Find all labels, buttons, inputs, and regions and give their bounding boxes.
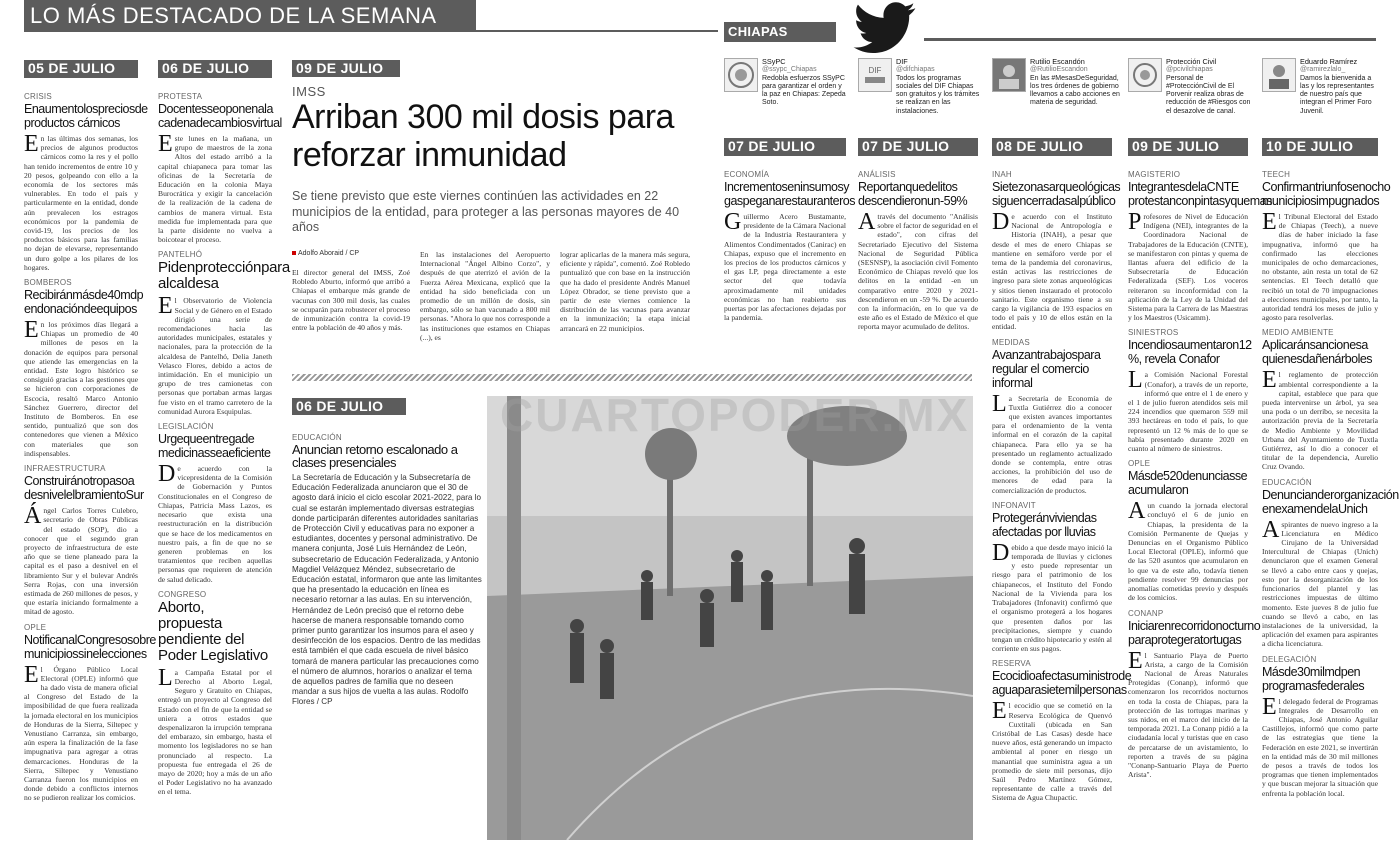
news-text: l delegado federal de Programas Integrales de Desarrollo en Chiapas, José Antonio Aguilar Castillejos, informó que como parte de las estrategias que tiene la Federación en este 2021, se invertirán en la entidad más de 30 mil millones de pesos a través de todos los programas que tienen implementados y que buscan mejorar la situación que enfrenta la población local. [1262,696,1378,798]
news-headline: Ecocidioafectasuministrode aguaparasietemilpersonas [992,669,1132,698]
drop-cap: G [724,209,742,235]
drop-cap: E [992,698,1007,725]
avatar [724,58,758,92]
date-rule [858,155,978,156]
column-07-julio-a [724,138,855,328]
tweets-rule [924,38,1376,41]
news-headline: Protegeránviviendas afectadas por lluvias [992,510,1097,539]
date-label: 08 DE JULIO [992,138,1112,155]
news-body [992,390,1112,495]
news-text: n los próximos días llegará a Chiapas un promedio de 40 millones de pesos en la donación de equipos para personal que atiende las emergencias en la entidad. Este logro histórico se consiguió gracias a las gestiones que se hicieron con corporaciones de Escocia, resaltó Marco Antonio Sánchez Guerrero, director del Instituto de Bomberos. En ese sentido, puntualizó que son dos contenedores que vienen a México con materiales que son indispensables. [24,320,138,458]
news-body [158,293,272,416]
news-headline: Iniciarenrecorridonocturno paraprotegeratortugas [1128,618,1261,647]
drop-cap: A [1262,516,1280,543]
drop-cap: E [1262,367,1277,394]
news-headline: Incendiosaumentaron12 %, revela Conafor [1128,338,1252,367]
section-label: PANTELHÓ [158,250,203,260]
avatar [1262,58,1296,92]
news-body: La Secretaría de Educación y la Subsecretaría de Educación Federalizada anunciaron que el 30 de agosto dará inicio el ciclo escolar 2021-2022, para lo cual se estarán implementado diversas estrategias donde participarán diferentes autoridades sanitarias de Protección Civil y educativas para no exponer a estudiantes, docentes y personal administrativo. De manera conjunta, José Luis Hernández de León, subsecretario de Educación Federalizada, y Antonio Magdiel Velázquez Méndez, subsecretario de Educación estatal, informaron que ante las limitantes que ha presentado la educación en línea es necesario retornar a las aulas. En su intervención, Hernández de León precisó que el retorno debe hacerse de manera responsable tomando como primer punto garantizar los insumos para el aseo y desinfección de los espacios. Dentro de las medidas está también el que cada escuela de nivel básico tomará de manera particular las precauciones como el número de alumnos, horarios o analizar el tema de aquellos padres de familia que no deseen mandar a sus hijos de vuelta a las aulas. Rodolfo Flores / CP [292,473,482,707]
watermark: CUARTOPODER.MX [500,389,970,441]
date-label: 09 DE JULIO [1128,138,1248,155]
byline-marker-icon [292,251,296,255]
news-body [24,503,138,617]
drop-cap: P [1128,209,1142,235]
news-text: uillermo Acero Bustamante, presidente de la Cámara Nacional de la Industria Restaurantera y Alimentos Condimentados (Canirac) en Chiapas, expuso que el incremento en los precios de los productos cárnicos y el gas LP, pega directamente a este sector del que todavía aproximadamente mil unidades económicas no han reabierto sus puertas por las afectaciones dejadas por la pandemia. [724,212,846,323]
drop-cap: E [158,293,173,320]
news-headline: Reportanquedelitos descendieronun-59% [858,180,968,208]
drop-cap: D [158,461,176,488]
tweet-name: DIF [896,57,908,66]
news-body [1262,516,1378,649]
divider-hatch [292,374,972,381]
date-rule [992,155,1112,156]
news-body [992,698,1112,803]
drop-cap: E [1262,693,1277,720]
tweet-card [992,56,1120,136]
news-headline: Enaumentolospreciosde productos cárnicos [24,102,148,130]
section-label: OPLE [24,622,47,632]
date-rule [1128,155,1248,156]
news-headline: Sietezonasarqueológicas siguencerradasalpúblico [992,180,1121,208]
drop-cap: E [1262,209,1277,235]
news-item [992,170,1121,332]
tweet-card [724,56,848,136]
news-item [1262,170,1391,323]
drop-cap: E [158,131,173,157]
section-label: RESERVA [992,659,1031,669]
news-body [1262,209,1378,323]
tweet-card [858,56,984,136]
news-body [992,539,1112,654]
news-headline: Másde520denunciasse acumularon [1128,469,1248,498]
news-body [158,131,272,245]
news-text: e acuerdo con la vicepresidenta de la Comisión de Gobernación y Puntos Constitucionales en el Congreso de Chiapas, Patricia Mass Lazos, es necesario que exista una reestructuración en la distribución que se hace de los medicamentos en nuestro país, a fin de que no se generen problemas en los tratamientos que reciben aquellas personas que requieren de atención de salud delicado. [158,464,272,584]
news-text: l Tribunal Electoral del Estado de Chiapas (Teech), a nueve días de haber iniciado la fase impugnativa, informó que ha confirmado las elecciones municipales de ocho demarcaciones, no obstante, aún resta un total de 62 sentencias. El Teech detalló que recibió un total de 70 impugnaciones a elecciones municipales, por tanto, la autoridad tendrá los meses de julio y agosto para resolverlas. [1262,212,1378,323]
news-body [158,461,272,584]
section-label: OPLE [1128,459,1151,469]
tweet-name: Protección Civil [1166,57,1217,66]
drop-cap: D [992,539,1010,566]
column-06-julio [158,60,290,803]
feature-column: En las instalaciones del Aeropuerto Internacional "Ángel Albino Corzo", y después de que aterrizó el avión de la Fuerza Aérea Mexicana, explicó que la entidad ha sido beneficiada con un promedio de un millón de dosis, sin embargo, sólo se han vacunado a 800 mil personas. "Ahora lo que nos corresponde a las instituciones que estamos en Chiapas (...), es [420,250,550,342]
tweet-text: Damos la bienvenida a las y los representantes de nuestro país que integran el Primer Foro Juvenil. [1300,74,1374,115]
date-rule [724,155,846,156]
news-item [1262,328,1378,471]
tweet-text: Todos los programas sociales del DIF Chiapas son gratuitos y los trámites se realizan en las instalaciones. [896,74,980,115]
drop-cap: Á [24,503,42,530]
section-label: CONANP [1128,608,1164,618]
news-item [1128,459,1248,602]
tweet-handle: @difchiapas [896,66,935,74]
news-text: a Campaña Estatal por el Derecho al Aborto Legal, Seguro y Gratuito en Chiapas, entregó un proyecto al Congreso del Estado con el fin de que la entidad se uniera a otros estados que despenalizaron la irrupción temprana del embarazo, sin embargo, hasta el momento los legisladores no se han pronunciado al respecto. La propuesta fue entregada el 26 de mayo de 2020; hoy a más de un año el Poder Legislativo no ha avanzado en el tema. [158,667,272,797]
drop-cap: A [1128,498,1146,525]
news-text: a Comisión Nacional Forestal (Conafor), a través de un reporte, informó que entre el 1 de enero y el 1 de julio fueron atendidos seis mil 224 incendios que quemaron 559 mil 393 hectáreas en todo el país, lo que representó un 12 % más de lo que se había presentado durante 2020 en cuanto al número de siniestros. [1128,370,1248,454]
drop-cap: E [24,317,39,344]
news-item [24,622,156,803]
byline-text: Adolfo Aboraid / CP [298,250,360,257]
news-item [992,338,1112,495]
section-label: PROTESTA [158,92,203,101]
tweet-handle: @ssypc_Chiapas [762,66,817,74]
news-text: l reglamento de protección ambiental correspondiente a la capital, establece que para que pueda intervenirse un árbol, ya sea una poda o un derribo, se necesita la autorización previa de la Secretaría de Medio Ambiente y Movilidad Urbana del Ayuntamiento de Tuxtla Gutiérrez, así lo dio a conocer el titular de la dependencia, Aurelio Cruz Ovando. [1262,370,1378,472]
news-item [724,170,855,323]
section-label: INFONAVIT [992,500,1036,510]
tweet-handle: @ramirezlalo_ [1300,66,1346,74]
news-item [158,422,272,584]
tweet-card [1128,56,1252,136]
news-headline: Pidenprotecciónpara alcaldesa [158,259,290,293]
news-headline: Confirmantriunfosenocho municipiosimpugnados [1262,180,1391,208]
news-headline: Denuncianderorganización enexamendelaUnich [1262,487,1399,516]
news-headline: Anuncian retorno escalonado a clases presenciales [292,442,458,470]
section-label: CRISIS [24,92,52,101]
news-text: un cuando la jornada electoral concluyó el 6 de junio en Chiapas, la presidenta de la Comisión Permanente de Quejas y Denuncias en el Organismo Público Local Electoral (OPLE), informó que de las 520 asuntos que acumularon en lo que va de este año, todavía tienen pendiente resolver 99 denuncias por anomalías cometidas previo y después de los comicios. [1128,501,1248,603]
news-text: a Secretaría de Economía de Tuxtla Gutiérrez dio a conocer que existen avances importantes para el ordenamiento de la venta informal en el corazón de la capital chiapaneca. Para ello ya se ha presentado un reglamento actualizado donde se contempla, entre otras acciones, la prohibición del uso de menores de edad para la comercialización de productos. [992,393,1112,495]
section-label: DELEGACIÓN [1262,654,1317,664]
avatar [992,58,1026,92]
news-headline: NotificanalCongresosobre municipiossinelecciones [24,632,156,661]
news-headline: Aborto, propuesta pendiente del Poder Legislativo [158,598,268,664]
column-08-julio [992,138,1132,809]
feature-deck: Se tiene previsto que este viernes continúen las actividades en 22 municipios de la entidad, para proteger a las personas mayores de 40 años [292,189,680,234]
news-text: rofesores de Nivel de Educación Indígena (NEI), integrantes de la Coordinadora Nacional de Trabajadores de la Educación (CNTE), se manifestaron con pintas y quema de llantas afuera del edificio de la Subsecretaría de Educación Federalizada (SEF). Los voceros reiteraron su inconformidad con la aplicación de la Ley de la Unidad del Sistema para la Carrera de las Maestras y los Maestros (Usicamm). [1128,212,1248,323]
drop-cap: E [24,131,39,157]
section-label: EDUCACIÓN [292,433,342,442]
news-item [158,250,290,416]
feature-column: El director general del IMSS, Zoé Robledo Aburto, informó que arribó a Chiapas el embarque más grande de vacunas con 300 mil dosis, las cuales se ocuparán para robustecer el proceso de inmunización contra la covid-19 entre la población de 40 años y más. [292,268,410,333]
news-text: ebido a que desde mayo inició la temporada de lluvias y ciclones y esto puede representar un riesgo para el patrimonio de los chiapanecos, el Instituto del Fondo Nacional de la Vivienda para los Trabajadores (Infonavit) confirmó que el organismo protegerá a los hogares que presenten daños por las precipitaciones, siempre y cuando tengan un crédito hipotecario y estén al corriente en sus pagos. [992,542,1112,654]
feature-column: lograr aplicarlas de la manera más segura, eficiente y rápida", comentó. Zoé Robledo puntualizó que con base en la instrucción que ha dado el presidente Andrés Manuel López Obrador, se tiene previsto que a partir de este viernes comience la distribución de las vacunas para avanzar en la inmunización; la etapa inicial arrancará en 22 municipios. [560,250,690,333]
drop-cap: L [158,664,173,691]
news-item [158,92,282,245]
news-text: l Observatorio de Violencia Social y de Género en el Estado dirigió una serie de recomendaciones hacia las autoridades municipales, estatales y nacionales, para la protección de la alcaldesa de Pantelhó, Delia Janeth Velasco Flores, debido a actos de intimidación. En el municipio un grupo de tres camionetas con personas que portaban armas largas fue visto en el tramo carretero de la comunidad Aurora Esquipulas. [158,296,272,416]
news-headline: Avanzantrabajospara regular el comercio informal [992,347,1101,390]
drop-cap: L [992,390,1007,417]
date-rule [1262,155,1378,156]
tweet-text: En las #MesasDeSeguridad, los tres órdenes de gobierno llevamos a cabo acciones en materia de seguridad. [1030,74,1120,107]
news-body [24,131,138,272]
section-label: CONGRESO [158,589,207,599]
date-label: 07 DE JULIO [724,138,846,155]
tweet-text: Redobla esfuerzos SSyPC para garantizar el orden y la paz en Chiapas: Zepeda Soto. [762,74,846,107]
school-photo [487,396,973,840]
drop-cap: E [1128,647,1143,674]
news-text: l ecocidio que se cometió en la Reserva Ecológica de Quenvó Cuxtitali (ubicada en San Cristóbal de Las Casas) desde hace nueve años, está generando un impacto ambiental al poner en riesgo un manantial que suministra agua a un promedio de siete mil personas, dijo Saúl Pedro Martínez Gómez, representante de calle a través del Sistema de Agua Chupactic. [992,701,1112,803]
section-banner: LO MÁS DESTACADO DE LA SEMANA [24,0,476,32]
feature-date [292,60,400,77]
column-05-julio [24,60,156,809]
section-label: INAH [992,170,1012,179]
news-body [858,209,978,332]
news-headline: Recibiránmásde40mdp endonacióndeequipos [24,288,144,317]
date-label: 06 DE JULIO [158,60,272,77]
news-item [1128,328,1252,454]
news-body [1128,209,1248,323]
tweet-name: Eduardo Ramírez [1300,57,1358,66]
education-story [292,398,482,708]
column-10-julio [1262,138,1399,804]
section-label: INFRAESTRUCTURA [24,464,106,474]
section-label: SINIESTROS [1128,328,1179,338]
news-body [158,664,272,797]
section-label: ECONOMÍA [724,170,770,179]
news-text: ste lunes en la mañana, un grupo de maestros de la zona Altos del estado arribó a la capital chiapaneca para tomar las oficinas de la Secretaría de Educación en la colonia Maya Burocrática y exigir la cancelación de la realización de la cadena de cambios de manera virtual. Esta medida fue implementada para que la parte disidente no vuelva a boicotear el proceso. [158,134,272,245]
news-text: l Santuario Playa de Puerto Arista, a cargo de la Comisión Nacional de Áreas Naturales Protegidas (Conanp), informó que comenzaron los recorridos nocturnos en toda la costa de Chiapas, para la protección de las tortugas marinas y sus nidos, en el marco del inicio de la temporada 2021. La Conanp pidió a la ciudadanía local y turistas que en caso de percatarse de un avistamiento, lo reporten a través de su página "Conanp-Santuario Playa de Puerto Arista". [1128,650,1248,780]
news-text: través del documento "Análisis sobre el factor de seguridad en el estado", con cifras del Secretariado Ejecutivo del Sistema Nacional de Seguridad Pública (SESNSP), la asociación civil Fomento Económico de Chiapas reveló que los delitos en la entidad -en un comparativo entre 2020 y 2021- descendieron en un -59 %. De acuerdo con la información, en lo que va de este año es el Estado de México el que reporta mayor acumulado de delitos. [858,212,978,332]
tweets-banner: CHIAPAS TWEETS [724,22,836,42]
news-item [158,590,272,797]
section-label: TEECH [1262,170,1291,179]
news-headline: Aplicaránsancionesa quienesdañenárboles [1262,338,1373,367]
news-text: n las últimas dos semanas, los precios de algunos productos cárnicos como la res y el pollo han tenido incrementos de entre 10 y 20 pesos, golpeando con ello a la economía de los sectores más vulnerables. En todo el país y particularmente en la entidad, donde aún prevalecen los estragos económicos por la pandemia de covid-19, los precios de los productos básicos para las familias no dejan de elevarse, representando un duro golpe a los pilares de los hogares. [24,134,138,272]
drop-cap: L [1128,367,1143,394]
tweet-text: Personal de #ProtecciónCivil de El Porvenir realiza obras de reducción de #Riesgos con el desazolve de canal. [1166,74,1251,115]
banner-rule [476,30,718,32]
news-text: ngel Carlos Torres Culebro, secretario de Obras Públicas del estado (SOP), dio a conocer que el segundo gran proyecto de infraestructura de este año que se tiene planeado para la capital es el paso a desnivel en el libramiento Sur y el bulevar Andrés Serra Rojas, con una inversión estimada de 260 millones de pesos, y que estaría iniciando formalmente a mitad de agosto. [24,506,138,617]
news-text: l Órgano Público Local Electoral (OPLE) informó que ha dado vista de manera oficial al Congreso del Estado de la imposibilidad de que fuera realizada la jornada electoral en los municipios de Honduras de la Sierra, Siltepec y Venustiano Carranza, sin embargo, aún espera la finalización de la fase impugnativa para agregar a otras demarcaciones. Honduras de la Sierra, Siltepec y Venustiano Carranza fueron los municipios en donde debido a conflictos internos no se pudieron realizar los comicios. [24,664,138,803]
news-item [1128,170,1272,323]
photo-illustration [487,396,973,840]
section-label: MAGISTERIO [1128,170,1181,179]
news-item [992,501,1112,653]
avatar [858,58,892,92]
drop-cap: D [992,209,1010,235]
news-body [1128,498,1248,603]
news-item [992,659,1132,803]
news-item [1262,477,1399,649]
feature-headline: Arriban 300 mil dosis para reforzar inmunidad [292,98,674,174]
date-label: 10 DE JULIO [1262,138,1378,155]
date-label: 07 DE JULIO [858,138,978,155]
news-body [1128,367,1248,454]
date-label: 06 DE JULIO [292,398,406,415]
news-headline: Construiránotropasoa desnivelelbramientoSur [24,474,144,503]
news-text: e acuerdo con el Instituto Nacional de Antropología e Historia (INAH), a pesar que desde el mes de enero Chiapas se mantiene en semáforo verde por el tema de la pandemia del coronavirus, están activas las restricciones de ingreso para siete zonas arqueológicas y sitios tienen instaurado el protocolo sanitario. Este organismo tiene a su cargo la vigilancia de 193 espacios en todo el país y 10 de ellos están en la entidad. [992,212,1112,332]
news-headline: Másde30milmdpen programasfederales [1262,664,1365,693]
news-body [1262,693,1378,798]
section-label: BOMBEROS [24,278,72,288]
column-07-julio-b [858,138,978,338]
news-item [24,464,144,617]
news-headline: IntegrantesdelaCNTE protestanconpintasyquemas [1128,180,1272,208]
svg-text:DIF: DIF [868,66,882,75]
section-label: LEGISLACIÓN [158,422,214,432]
avatar [1128,58,1162,92]
column-09-julio [1128,138,1272,785]
date-rule [158,77,272,78]
feature-byline [292,250,359,257]
date-rule [24,77,138,78]
twitter-bird-icon [846,2,924,54]
news-headline: Docentesseoponenala cadenadecambiosvirtual [158,102,282,130]
news-body [24,317,138,458]
news-headline: Incrementoseninsumosy gaspeganarestauranteros [724,180,855,208]
date-label: 05 DE JULIO [24,60,138,77]
news-item [1262,655,1378,798]
news-item [24,92,148,272]
news-body [24,661,138,803]
section-label: MEDIO AMBIENTE [1262,328,1334,338]
date-label: 09 DE JULIO [292,60,400,77]
news-headline: Urgequeentregade medicinasseaeficiente [158,432,271,461]
section-label: ANÁLISIS [858,170,896,179]
news-body [1262,367,1378,472]
feature-kicker: IMSS [292,84,326,99]
tweet-handle: @pcivilchiapas [1166,66,1213,74]
drop-cap: A [858,209,876,235]
tweet-name: Rutilio Escandón [1030,57,1085,66]
section-label: EDUCACIÓN [1262,477,1312,487]
tweet-card [1262,56,1378,136]
section-label: MEDIDAS [992,337,1030,347]
news-item [24,278,144,458]
drop-cap: E [24,661,39,688]
tweet-handle: @RutilioEscandon [1030,66,1088,74]
news-item [1128,608,1261,780]
tweet-name: SSyPC [762,57,786,66]
news-item [858,170,978,332]
news-body [724,209,846,323]
news-text: spirantes de nuevo ingreso a la Licenciatura en Médico Cirujano de la Universidad Intercultural de Chiapas (Unich) denunciaron que el examen General se llevó a cabo entre caos y quejas, esto por la desorganización de los funcionarios del plantel y las restricciones impuestas de último momento. Este jueves 8 de julio fue cuando se llevó a cabo, en las instalaciones de la universidad, la aplicación del examen para aspirantes a dicha licenciatura. [1262,519,1378,649]
news-body [1128,647,1248,780]
news-body [992,209,1112,332]
